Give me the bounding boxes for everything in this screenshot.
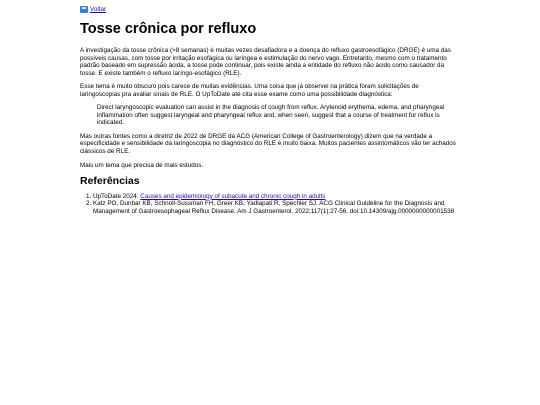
reference-item: 2. Katz PO, Dunbar KB, Schnoll-Sussman FH, Greer KB, Yadlapati R, Spechler SJ. ACG Clinical Guideline for the Diagnosis and Management of Gastroesophageal Reflux Disease. Am J Gastroenterol. 2022;117(1):27-56. doi:10.14309/ajg.0000000000001538 <box>93 200 460 215</box>
paragraph-evidence: Esse tema é muito obscuro pois carece de muitas evidências. Uma coisa que já observei na prática foram solicitações de laringoscopias pra avaliar sinais de RLE. O UpToDate até cita esse exame como uma possibilidade diagnóstica: <box>80 83 419 98</box>
references-heading: Referências <box>80 175 140 188</box>
back-arrow-icon[interactable]: ⬅ <box>81 6 87 13</box>
article-body <box>80 47 460 215</box>
uptodate-quote: Direct laryngoscopic evaluation can assist in the diagnosis of cough from reflux. Arytenoid erythema, edema, and pharyngeal inflammation often suggest laryngeal and pharyngeal reflux and, when seen, suggest that a course of treatment for reflux is indicated. <box>97 104 445 127</box>
reference-prefix: UpToDate 2024: <box>93 192 141 200</box>
paragraph-closing: Mais um tema que precisa de mais estudos. <box>80 161 204 169</box>
back-nav[interactable] <box>80 6 106 14</box>
page-title: Tosse crônica por refluxo <box>80 21 257 37</box>
paragraph-intro: A investigação da tosse crônica (>8 semanas) é muitas vezes desafiadora e a doença do refluxo gastroesofágico (DRGE) é uma das possíveis causas, com tosse por irritação esofágica ou laríngea e estimulação do nervo vago. Entretanto, mesmo com o tratamento padrão baseado em supressão ácida, a tosse pode continuar, pois existe ainda a entidade do refluxo não ácido como causador da tosse. E existe também o refluxo laríngo-esofágico (RLE). <box>80 47 451 77</box>
references-list <box>80 193 460 216</box>
back-link[interactable]: Voltar <box>90 6 107 13</box>
paragraph-guideline: Mas outras fontes como a diretriz de 2022 de DRGE da ACG (American College of Gastroenterology) dizem que na verdade a especificidade e sensibilidade da laringoscopia no diagnóstico do RLE é muito baixa. Muitos pacientes assintomáticos vão ter achados clássicos de RLE. <box>80 132 456 156</box>
reference-item <box>93 193 460 201</box>
reference-link[interactable]: Causes and epidemiology of subacute and chronic cough in adults <box>140 192 326 200</box>
